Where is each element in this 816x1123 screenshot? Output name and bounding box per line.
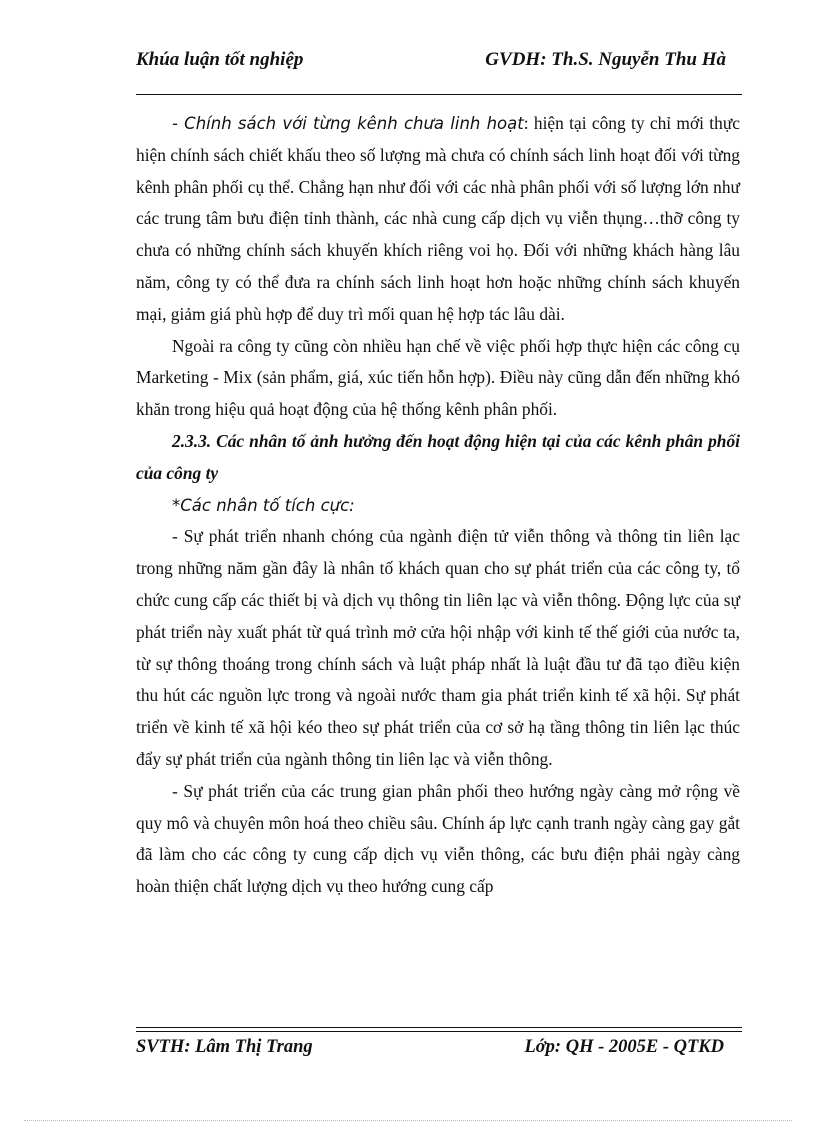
page-body [136, 108, 740, 903]
paragraph-text: : hiện tại công ty chỉ mới thực hiện chính sách chiết khấu theo số lượng mà chưa có chính sách linh hoạt đối với từng kênh phân phối cụ thể. Chẳng hạn như đối với các nhà phân phối với số lượng lớn như các trung tâm bưu điện tỉnh thành, các nhà cung cấp dịch vụ viễn thụng…thỡ công ty chưa có những chính sách khuyến khích riêng voi họ. Đối với những khách hàng lâu năm, công ty có thể đưa ra chính sách linh hoạt hơn hoặc những chính sách khuyến mại, giảm giá phù hợp để duy trì mối quan hệ hợp tác lâu dài. [136, 113, 740, 324]
footer-divider-bottom [136, 1031, 742, 1032]
paragraph-intermediaries: - Sự phát triển của các trung gian phân phối theo hướng ngày càng mở rộng về quy mô và chuyên môn hoá theo chiều sâu. Chính áp lực cạnh tranh ngày càng gay gắt đã làm cho các công ty cung cấp dịch vụ viễn thông, các bưu điện phải ngày càng hoàn thiện chất lượng dịch vụ theo hướng cung cấp [136, 780, 740, 897]
page-footer [136, 1033, 736, 1061]
paragraph-channel-policy [136, 108, 740, 331]
subheading-positive-factors: *Các nhân tố tích cực: [172, 495, 355, 515]
section-heading: 2.3.3. Các nhân tố ảnh hưởng đến hoạt động hiện tại của các kênh phân phối của công ty [136, 430, 740, 483]
paragraph-lead-italic: - Chính sách với từng kênh chưa linh hoạt [172, 114, 524, 133]
header-advisor: GVDH: Th.S. Nguyễn Thu Hà [485, 49, 726, 70]
footer-divider-top [136, 1027, 742, 1028]
header-divider [136, 94, 742, 95]
footer-class: Lớp: QH - 2005E - QTKD [524, 1037, 724, 1057]
page-header [136, 46, 736, 76]
footer-student: SVTH: Lâm Thị Trang [136, 1037, 313, 1057]
header-thesis-title: Khúa luận tốt nghiệp [136, 49, 304, 70]
page-boundary-dotted [24, 1120, 792, 1121]
paragraph-telecom-growth: - Sự phát triển nhanh chóng của ngành điện tử viễn thông và thông tin liên lạc trong những năm gần đây là nhân tố khách quan cho sự phát triển của các công ty, tổ chức cung cấp các thiết bị và dịch vụ thông tin liên lạc và viễn thông. Động lực của sự phát triển này xuất phát từ quá trình mở cửa hội nhập với kinh tế thế giới của nước ta, từ sự thông thoáng trong chính sách và luật pháp nhất là luật đầu tư đã tạo điều kiện thu hút các nguồn lực trong và ngoài nước tham gia phát triển kinh tế xã hội. Sự phát triển về kinh tế xã hội kéo theo sự phát triển của cơ sở hạ tầng thông tin liên lạc thúc đẩy sự phát triển của ngành thông tin liên lạc và viễn thông. [136, 526, 740, 769]
paragraph-marketing-mix: Ngoài ra công ty cũng còn nhiều hạn chế về việc phối hợp thực hiện các công cụ Marketing - Mix (sản phẩm, giá, xúc tiến hỗn hợp). Điều này cũng dẫn đến những khó khăn trong hiệu quả hoạt động của hệ thống kênh phân phối. [136, 335, 740, 420]
